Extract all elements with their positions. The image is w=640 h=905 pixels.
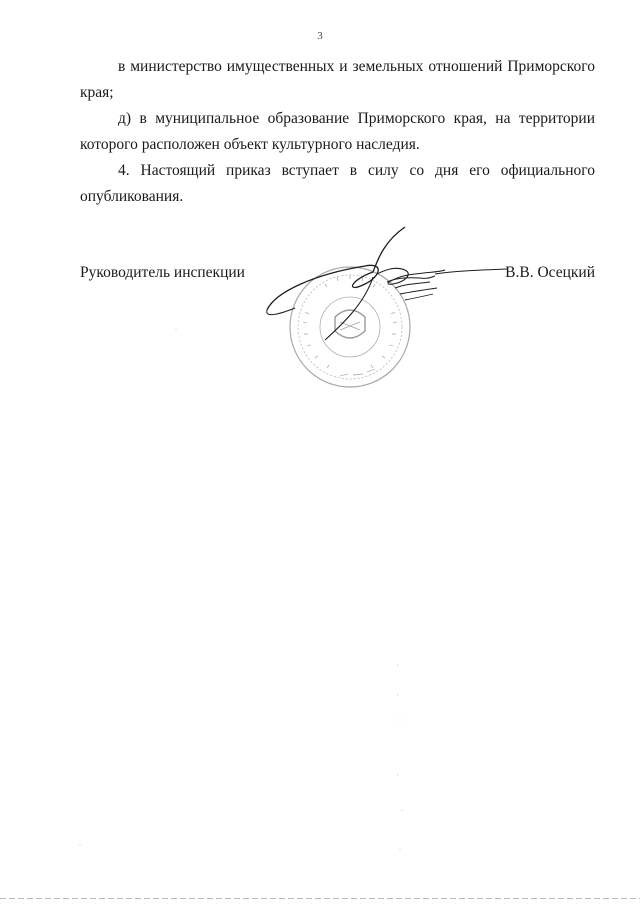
paragraph-effective-date: 4. Настоящий приказ вступает в силу со дня его официального опубликования. [80, 162, 595, 205]
signatory-role: Руководитель инспекции [80, 264, 245, 281]
paragraph-municipality: д) в муниципальное образование Приморского края, на территории которого расположен объект культурного наследия. [80, 110, 595, 153]
paragraph-ministry: в министерство имущественных и земельных отношений Приморского края; [80, 58, 595, 101]
scan-bottom-edge [0, 898, 640, 899]
signatory-name: В.В. Осецкий [505, 264, 595, 281]
page-number: 3 [317, 30, 323, 42]
